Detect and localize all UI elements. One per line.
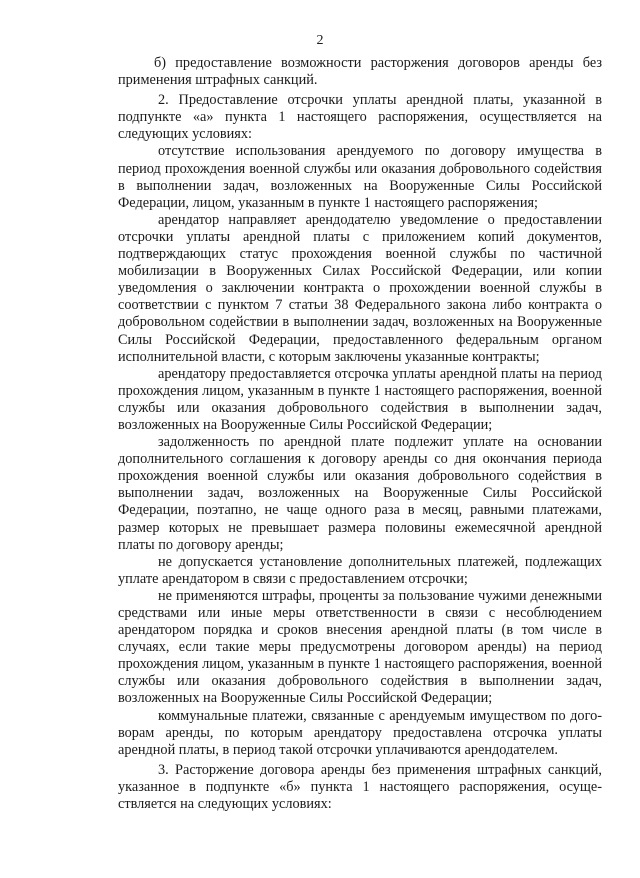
paragraph-item-3: 3. Расторжение договора аренды без применения штрафных санкций, указанное в подпункте «б» пункта 1 настоящего распоряжения, осуществляется на следующих условиях: bbox=[118, 761, 602, 813]
paragraph-condition-debt: задолженность по арендной плате подлежит уплате на основании дополнительного соглашения к договору аренды со дня окончания периода прохождения военной службы или оказания добровольного содействия в выполнении задач, возложенных на Вооруженные Силы Российской Федерации, поэтапно, не чаще одного раза в месяц, равными платежами, размер которых не превышает размера половины ежемесячной арендной платы по договору аренды; bbox=[118, 434, 602, 553]
paragraph-condition-no-penalties: не применяются штрафы, проценты за пользование чужими денежными средствами или иные меры ответственности в связи с несоблюдением арендатором порядка и сроков внесения арендной платы (в том числе в случаях, если такие меры предусмотрены договором аренды) на период прохождения лицом, указанным в пункте 1 настоящего распоряжения, военной службы или оказания добровольного содействия в выполнении задач, возложенных на Вооруженные Силы Российской Федерации; bbox=[118, 587, 602, 707]
paragraph-condition-utilities: коммунальные платежи, связанные с арендуемым имуществом по договорам аренды, по которым арендатору предоставлена отсрочка уплаты арендной платы, в период такой отсрочки уплачиваются арендодателем. bbox=[118, 707, 602, 758]
paragraph-item-2: 2. Предоставление отсрочки уплаты арендной платы, указанной в подпункте «а» пункта 1 настоящего распоряжения, осуществляется на следующих условиях: bbox=[118, 92, 602, 143]
document-body bbox=[118, 55, 602, 813]
paragraph-condition-no-use: отсутствие использования арендуемого по договору имущества в период прохождения военной службы или оказания добровольного содействия в выполнении задач, возложенных на Вооруженные Силы Российской Федерации, лицом, указанным в пункте 1 настоящего распоряжения; bbox=[118, 143, 602, 211]
paragraph-condition-no-extra-payments: не допускается установление дополнительных платежей, подлежащих уплате арендатором в связи с предоставлением отсрочки; bbox=[118, 553, 602, 587]
page-number: 2 bbox=[316, 33, 324, 48]
paragraph-condition-notice: арендатор направляет арендодателю уведомление о предоставлении отсрочки уплаты арендной платы с приложением копий документов, подтверждающих статус прохождения военной службы по частичной мобилизации в Вооруженных Силах Российской Федерации, или копии уведомления о заключении контракта о прохождении военной службы в соответствии с пунктом 7 статьи 38 Федерального закона либо контракта о добровольном содействии в выполнении задач, возложенных на Вооруженные Силы Российской Федерации, предоставленного федеральным органом исполнительной власти, с которым заключены указанные контракты; bbox=[118, 211, 602, 365]
paragraph-subitem-b: б) предоставление возможности расторжения договоров аренды без применения штрафных санкций. bbox=[118, 55, 602, 89]
paragraph-condition-deferral: арендатору предоставляется отсрочка уплаты арендной платы на период прохождения лицом, указанным в пункте 1 настоящего распоряжения, военной службы или оказания добровольного содействия в выполнении задач, возложенных на Вооруженные Силы Российской Федерации; bbox=[118, 365, 602, 433]
